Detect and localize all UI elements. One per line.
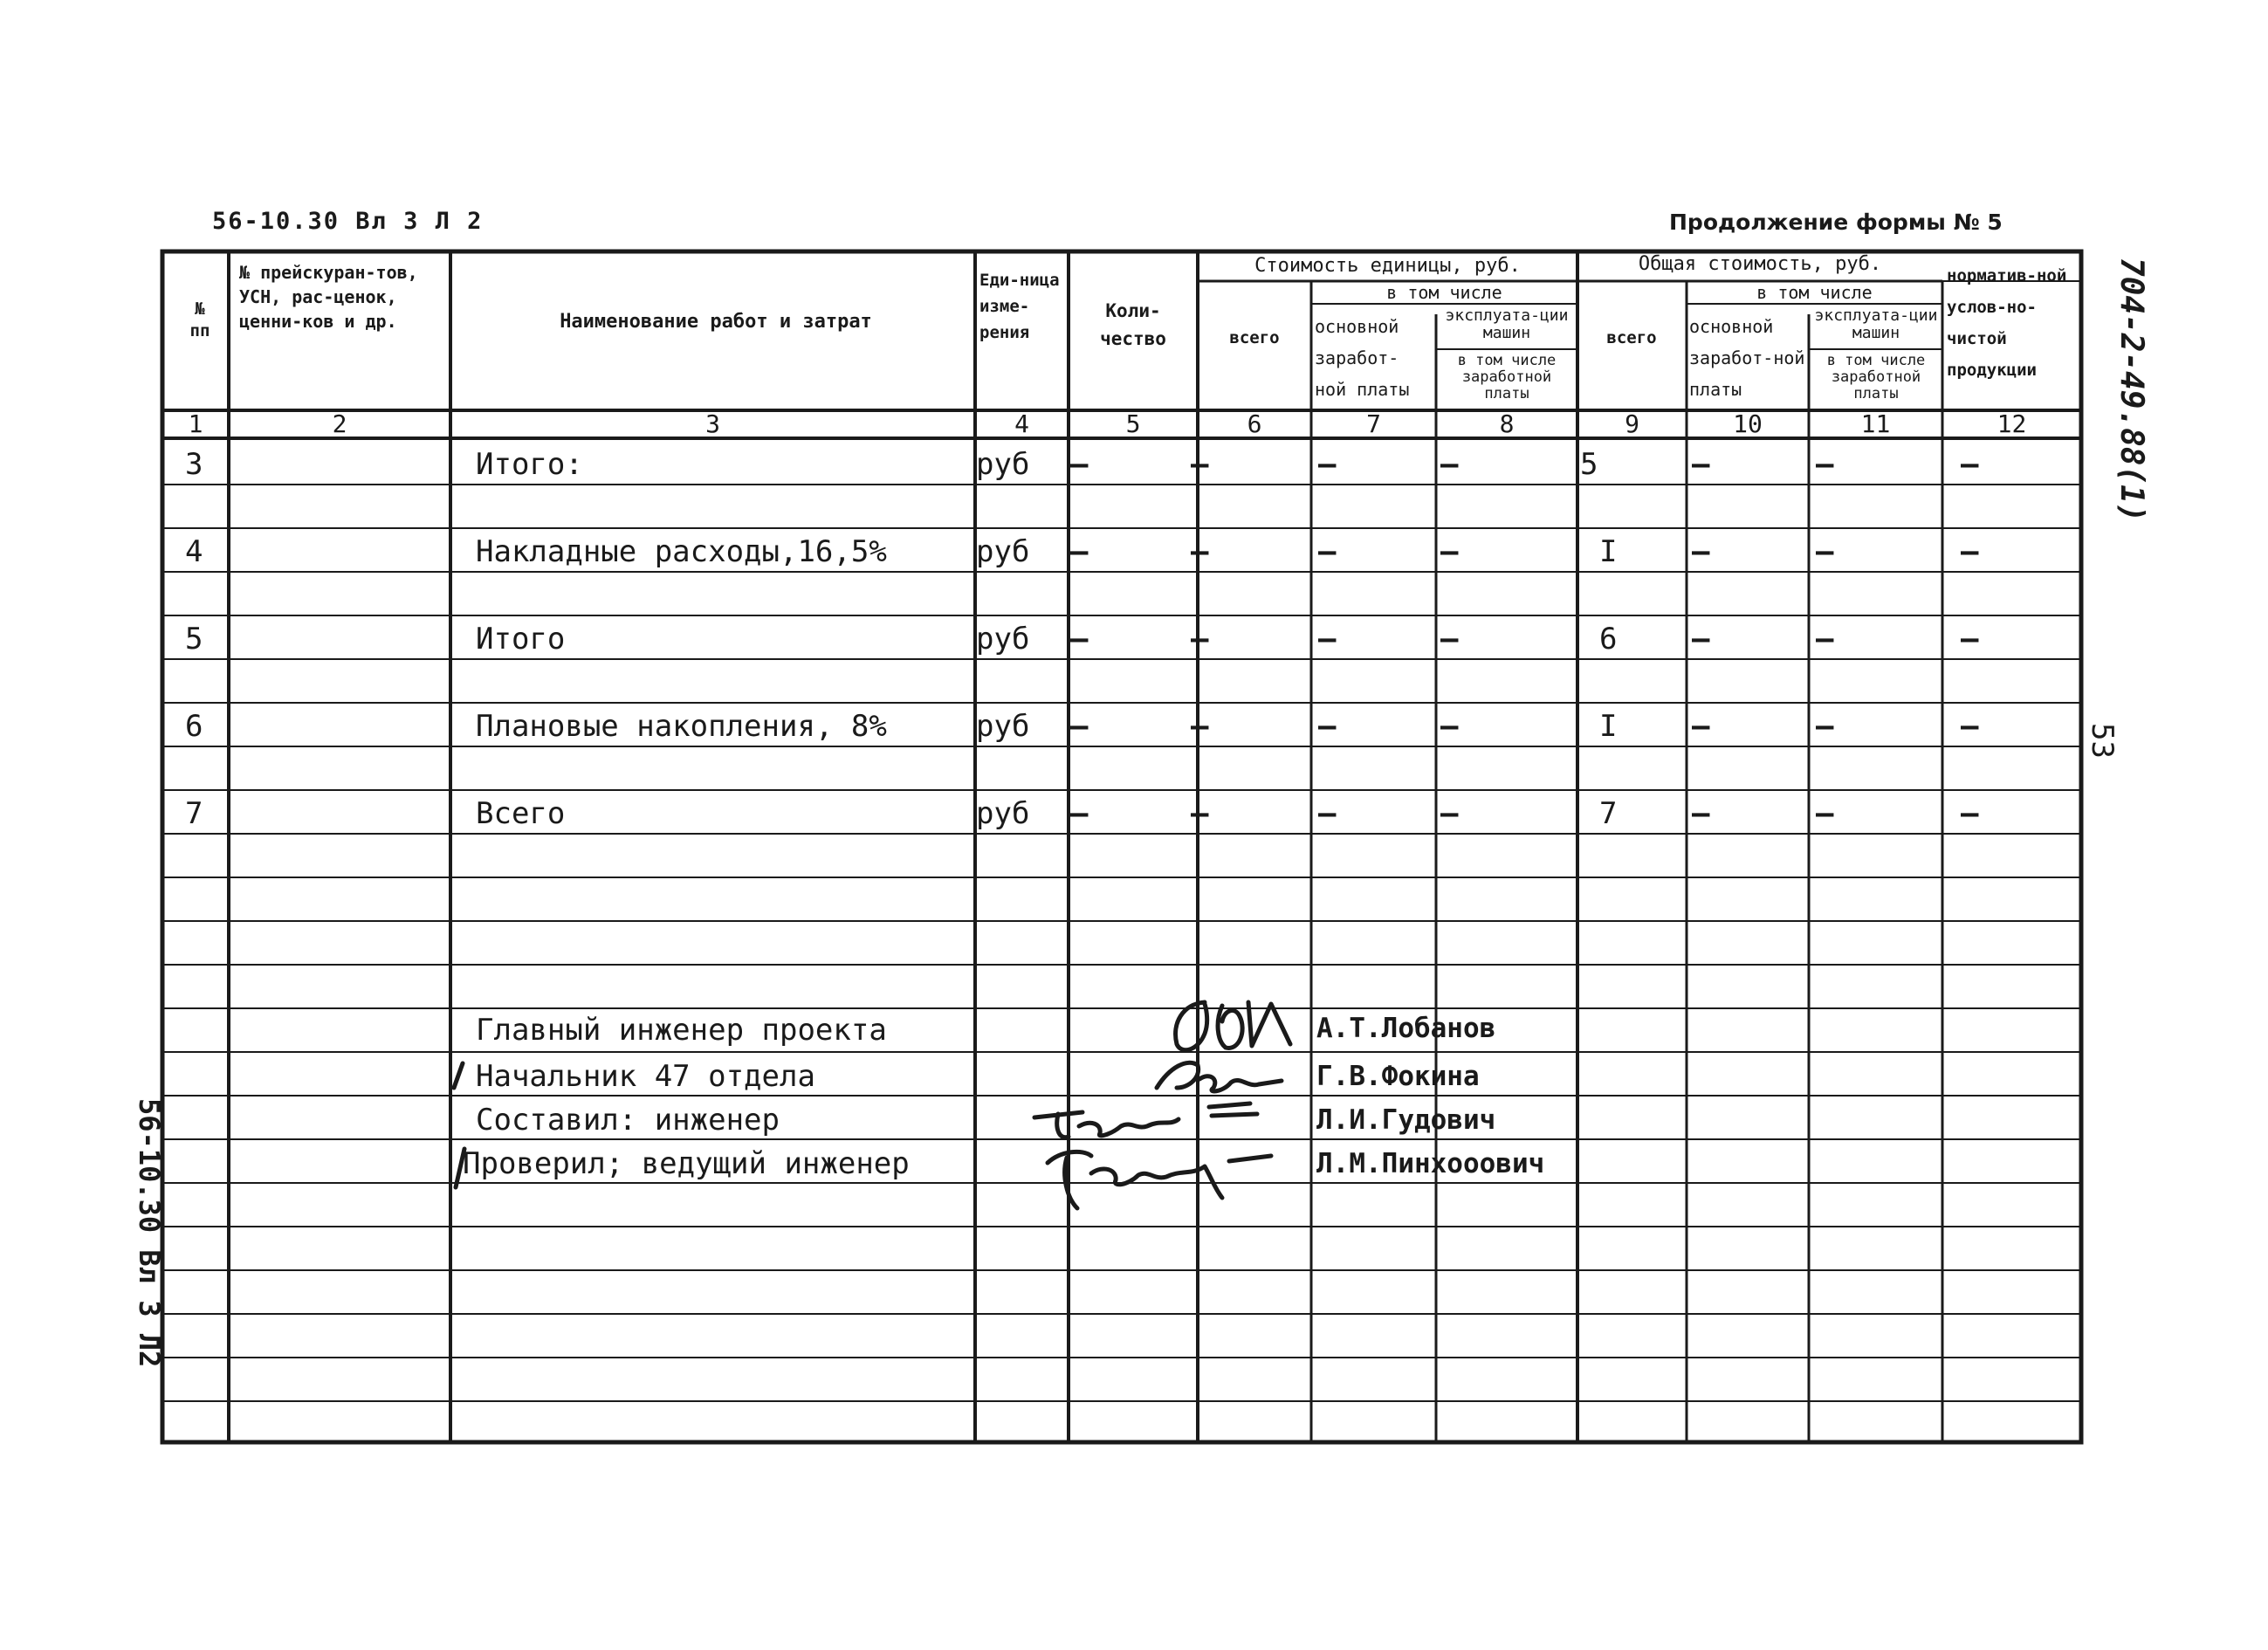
header-work-name: Наименование работ и затрат: [560, 311, 872, 333]
row-number: 5: [185, 622, 203, 657]
header-total-total: всего: [1606, 328, 1657, 347]
row-number: 6: [185, 709, 203, 744]
row-unit-machines: –: [1440, 534, 1459, 569]
page-number: 53: [2085, 723, 2120, 759]
col-number: 11: [1860, 409, 1891, 438]
col-number: 3: [705, 409, 720, 438]
col-number: 9: [1625, 409, 1639, 438]
row-total-machines: –: [1816, 534, 1834, 569]
header-unit-machine-wage: в том числе заработной платы: [1457, 352, 1557, 402]
form-continuation-label: Продолжение формы № 5: [1669, 210, 2003, 235]
left-margin-code: 56-10.30 Вл 3 Л2: [133, 1098, 166, 1368]
header-total-machine-wage: в том числе заработной платы: [1826, 352, 1926, 402]
row-total: 7: [1599, 796, 1618, 831]
row-unit-total: –: [1191, 622, 1209, 657]
signer-name-chief-engineer: А.Т.Лобанов: [1316, 1013, 1496, 1044]
header-unit-machines: эксплуата-ции машин: [1445, 306, 1569, 342]
document-code: 56-10.30 Вл 3 Л 2: [212, 208, 484, 235]
row-quantity: –: [1070, 534, 1089, 569]
row-unit-wage: –: [1318, 534, 1337, 569]
row-unit-wage: –: [1318, 796, 1337, 831]
row-total-machines: –: [1816, 796, 1834, 831]
row-normative: –: [1961, 447, 1979, 482]
header-row-number: № пп: [189, 299, 210, 340]
row-number: 7: [185, 796, 203, 831]
signer-name-compiler: Л.И.Гудович: [1316, 1104, 1496, 1136]
row-total-wage: –: [1692, 796, 1710, 831]
row-unit: руб: [976, 622, 1030, 657]
header-price-list-ref: № прейскуран-тов, УСН, рас-ценок, ценни-ков и др.: [239, 262, 418, 332]
row-normative: –: [1961, 796, 1979, 831]
header-total-machines: эксплуата-ции машин: [1814, 306, 1938, 342]
row-unit-machines: –: [1440, 709, 1459, 744]
row-unit-wage: –: [1318, 622, 1337, 657]
header-unit-total: всего: [1229, 328, 1280, 347]
header-unit: Еди-ница изме-рения: [979, 271, 1060, 342]
row-unit-total: –: [1191, 709, 1209, 744]
row-normative: –: [1961, 622, 1979, 657]
header-unit-base-wage: основной заработ-ной платы: [1315, 316, 1410, 400]
row-unit: руб: [976, 709, 1030, 744]
signer-name-checker: Л.М.Пинхооович: [1316, 1148, 1545, 1179]
header-total-base-wage: основной заработ-ной платы: [1689, 316, 1805, 400]
row-name: Всего: [476, 796, 566, 831]
row-name: Итого: [476, 622, 566, 657]
row-normative: –: [1961, 709, 1979, 744]
col-number: 10: [1733, 409, 1763, 438]
col-number: 6: [1247, 409, 1262, 438]
signer-title-chief-engineer: Главный инженер проекта: [476, 1013, 887, 1048]
right-margin-code: 704-2-49.88(1): [2113, 258, 2149, 523]
row-total-wage: –: [1692, 622, 1710, 657]
row-quantity: –: [1070, 709, 1089, 744]
signer-title-compiler: Составил: инженер: [476, 1103, 780, 1138]
row-unit-machines: –: [1440, 622, 1459, 657]
col-number: 2: [332, 409, 347, 438]
row-unit-total: –: [1191, 447, 1209, 482]
row-unit: руб: [976, 447, 1030, 482]
row-unit-total: –: [1191, 796, 1209, 831]
row-unit-machines: –: [1440, 796, 1459, 831]
header-normative-output: норматив-ной услов-но-чистой продукции: [1947, 266, 2067, 380]
col-number: 1: [188, 409, 203, 438]
row-total-wage: –: [1692, 709, 1710, 744]
row-total-machines: –: [1816, 622, 1834, 657]
col-number: 7: [1366, 409, 1381, 438]
row-quantity: –: [1070, 622, 1089, 657]
row-number: 4: [185, 534, 203, 569]
row-normative: –: [1961, 534, 1979, 569]
row-unit-machines: –: [1440, 447, 1459, 482]
row-total: 6: [1599, 622, 1618, 657]
row-name: Плановые накопления, 8%: [476, 709, 887, 744]
row-number: 3: [185, 447, 203, 482]
row-total: I: [1599, 534, 1618, 569]
header-unit-incl: в том числе: [1386, 282, 1502, 303]
col-number: 12: [1997, 409, 2027, 438]
row-unit: руб: [976, 796, 1030, 831]
row-total: I: [1599, 709, 1618, 744]
header-total-incl: в том числе: [1756, 282, 1873, 303]
row-total-machines: –: [1816, 447, 1834, 482]
row-total: 5: [1580, 447, 1598, 482]
row-unit-total: –: [1191, 534, 1209, 569]
row-name: Итого:: [476, 447, 583, 482]
col-number: 8: [1499, 409, 1515, 438]
row-total-wage: –: [1692, 534, 1710, 569]
signer-title-checker: Проверил; ведущий инженер: [463, 1146, 910, 1181]
signer-name-department-head: Г.В.Фокина: [1316, 1061, 1480, 1092]
col-number: 5: [1125, 409, 1141, 438]
row-total-machines: –: [1816, 709, 1834, 744]
row-quantity: –: [1070, 796, 1089, 831]
header-unit-cost: Стоимость единицы, руб.: [1254, 255, 1521, 277]
row-unit-wage: –: [1318, 709, 1337, 744]
row-total-wage: –: [1692, 447, 1710, 482]
row-unit-wage: –: [1318, 447, 1337, 482]
row-unit: руб: [976, 534, 1030, 569]
header-quantity: Коли-чество: [1100, 300, 1166, 349]
row-quantity: –: [1070, 447, 1089, 482]
header-total-cost: Общая стоимость, руб.: [1638, 253, 1882, 275]
col-number: 4: [1014, 409, 1029, 438]
signer-title-department-head: Начальник 47 отдела: [476, 1059, 815, 1094]
row-name: Накладные расходы,16,5%: [476, 534, 887, 569]
